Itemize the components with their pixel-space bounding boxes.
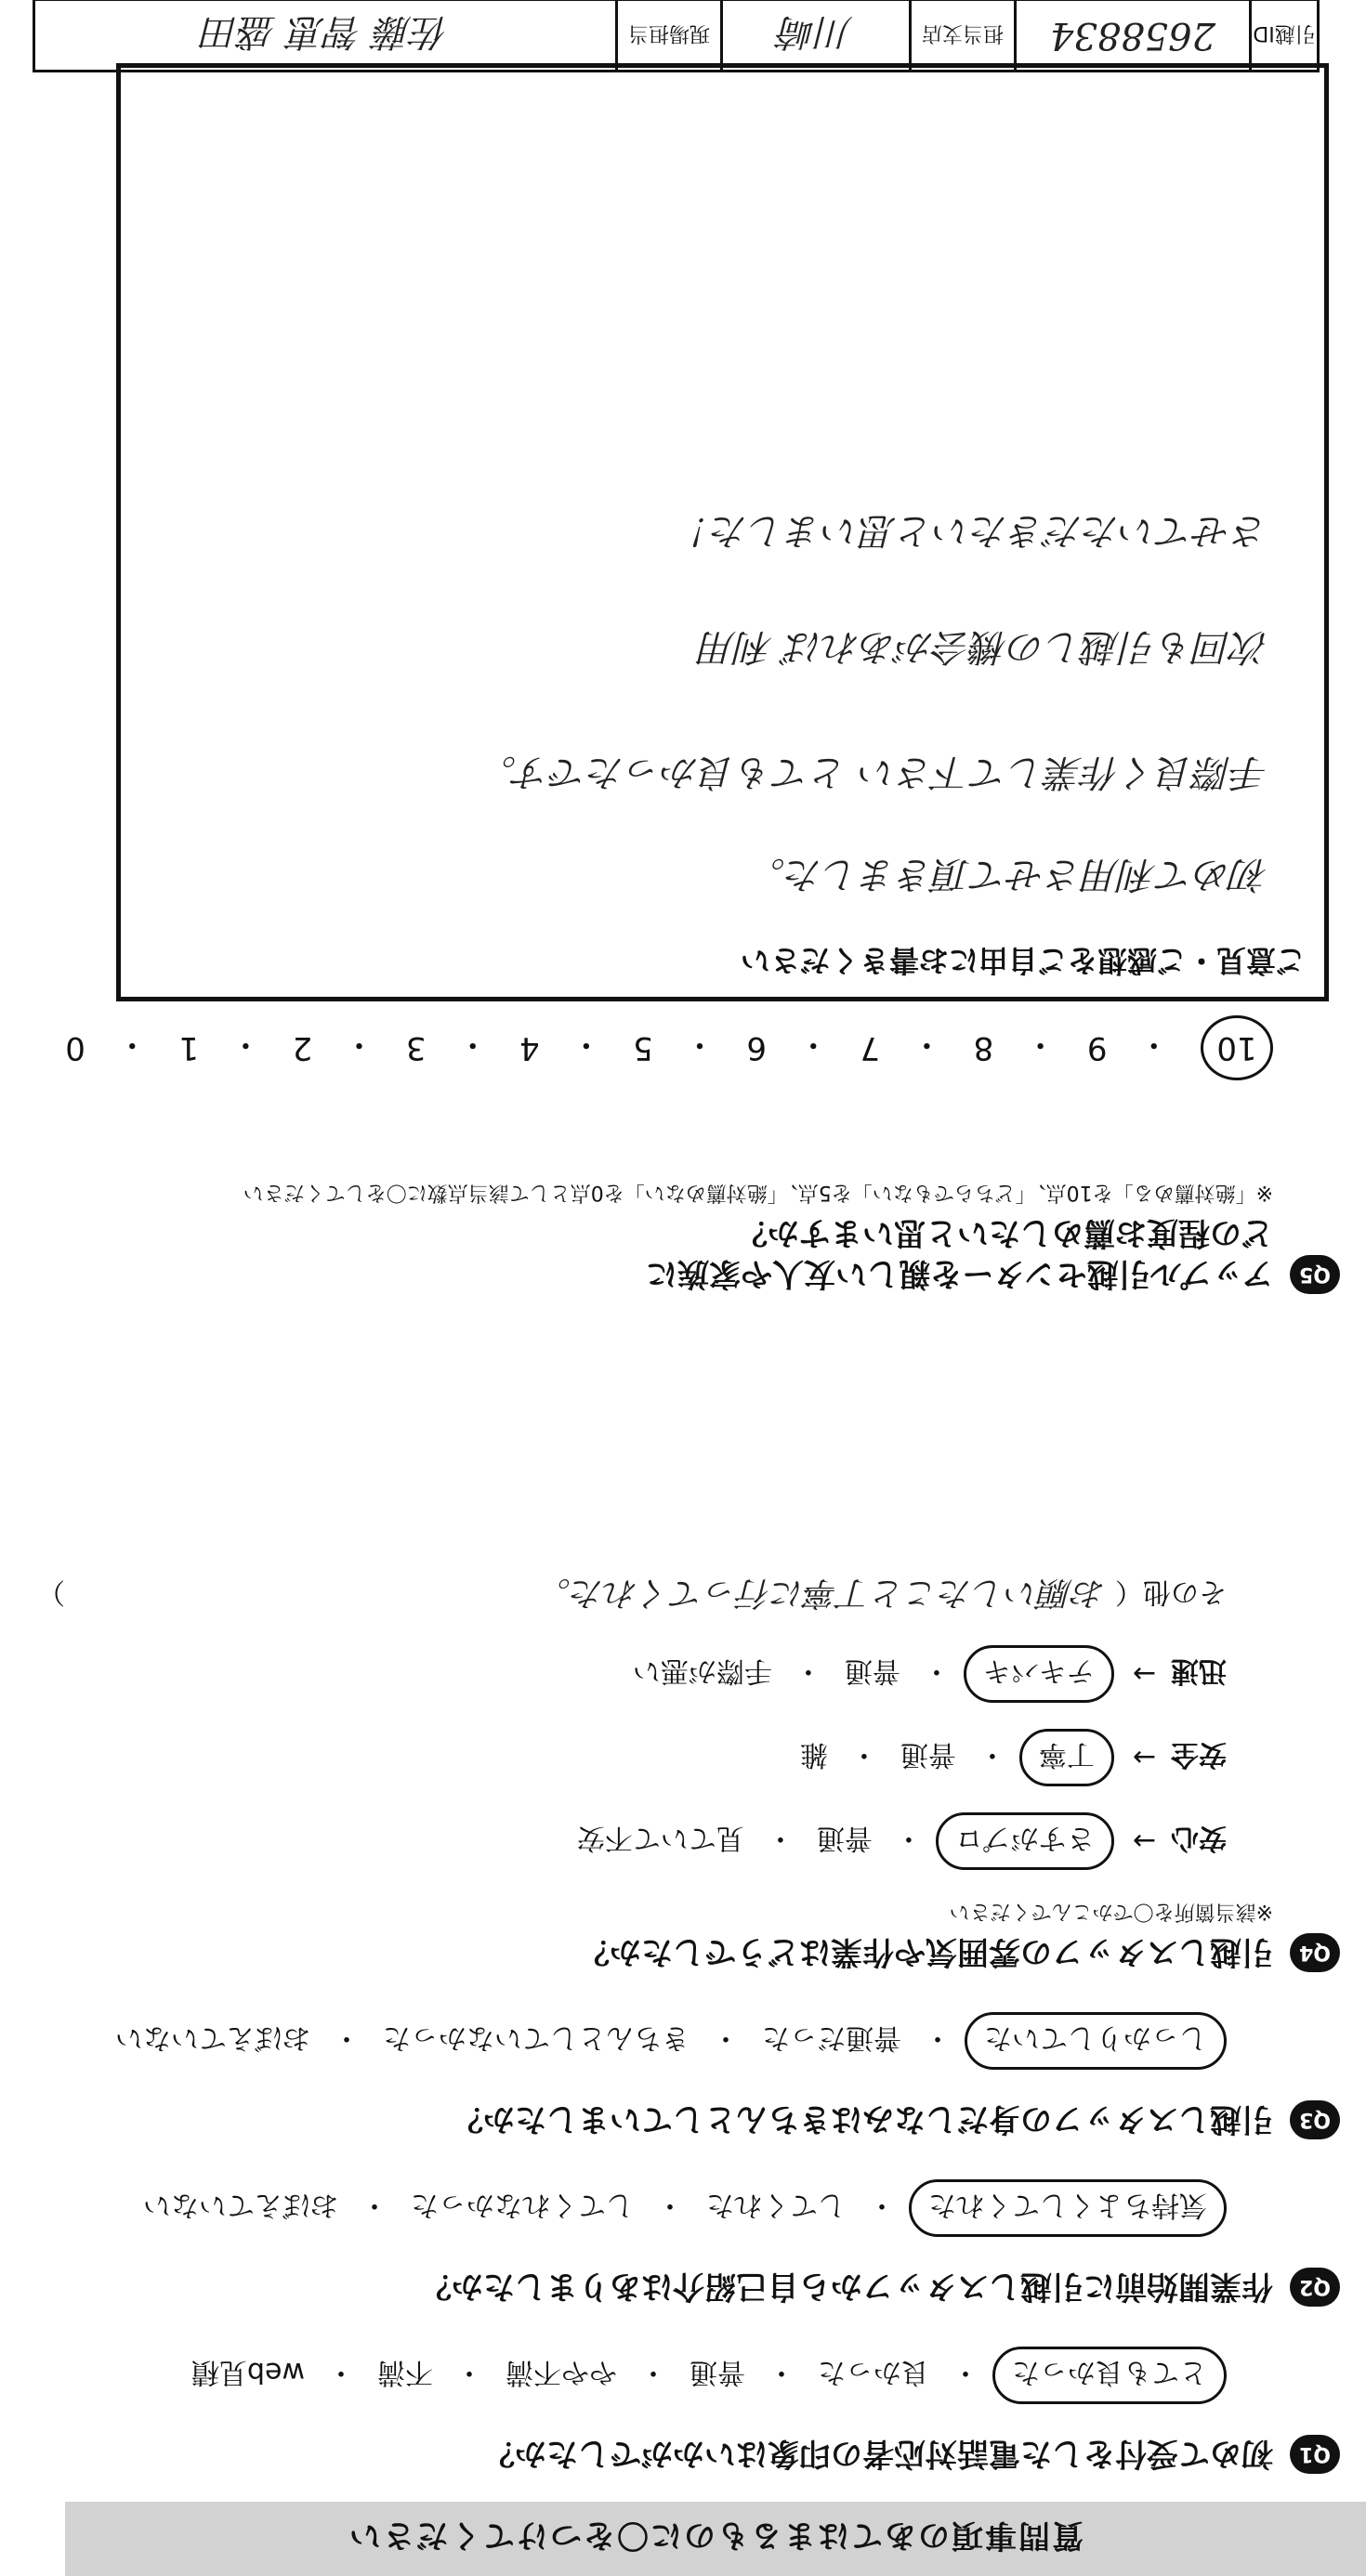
branch-value[interactable]: 川崎	[720, 1, 909, 70]
q4-row-2-option-3[interactable]: 雑	[799, 1738, 828, 1771]
question-5	[243, 1180, 1340, 1294]
q4-text: 引越しスタッフの雰囲気や作業はどうでしたか？	[578, 1933, 1273, 1970]
q2-option-4[interactable]: おぼえていない	[143, 2189, 338, 2221]
q5-badge: Q5	[1290, 1255, 1340, 1294]
q2-badge: Q2	[1290, 2268, 1340, 2307]
q3-option-4[interactable]: おぼえていない	[115, 2021, 310, 2054]
comment-line-2: 手際良く作業して下さい とても良かったです。	[479, 751, 1268, 793]
q5-score-6[interactable]: 6	[746, 1029, 767, 1066]
q2-options: 気持ちよくしてくれた ・ してくれた ・ してくれなかった ・ おぼえていない	[134, 2179, 1227, 2237]
q3-badge: Q3	[1290, 2100, 1340, 2139]
q1-text: 初めて受付をした電話対応者の印象はいかがでしたか？	[483, 2435, 1273, 2472]
q4-row-2-label: 安全	[1171, 1738, 1227, 1771]
q5-score-1[interactable]: 1	[178, 1029, 200, 1066]
q4-row-3-option-2[interactable]: 普通	[844, 1654, 900, 1687]
q5-score-7[interactable]: 7	[860, 1029, 881, 1066]
q5-score-8[interactable]: 8	[973, 1029, 994, 1066]
q4-row-2-option-1[interactable]: 丁寧	[1019, 1729, 1114, 1786]
q4-row-1-option-1[interactable]: さすがプロ	[936, 1812, 1114, 1870]
q5-score-5[interactable]: 5	[633, 1029, 653, 1066]
q4-row-1: 安心 → さすがプロ ・ 普通 ・ 見ていて不安	[568, 1812, 1227, 1870]
q3-option-1[interactable]: しっかりしていた	[965, 2012, 1227, 2070]
q4-row-1-option-3[interactable]: 見ていて不安	[576, 1822, 744, 1854]
q4-badge: Q4	[1290, 1933, 1340, 1972]
comment-line-3: 次回も引越しの機会があれば 利用	[699, 625, 1268, 668]
q4-note: ※該当箇所を〇でかこんでください	[949, 1900, 1273, 1923]
q1-option-6[interactable]: web見積	[190, 2356, 305, 2388]
q4-other	[37, 1572, 1227, 1619]
q5-score-3[interactable]: 3	[405, 1029, 427, 1066]
q5-score-4[interactable]: 4	[519, 1029, 540, 1066]
instruction-band	[65, 2502, 1366, 2576]
q5-score-9[interactable]: 9	[1086, 1029, 1108, 1066]
q1-option-2[interactable]: 良かった	[818, 2356, 929, 2388]
q4-row-2-option-2[interactable]: 普通	[900, 1738, 956, 1771]
q3-options: しっかりしていた ・ 普通だった ・ きちんとしていなかった ・ おぼえていない	[106, 2012, 1227, 2070]
q3-option-3[interactable]: きちんとしていなかった	[383, 2021, 690, 2054]
q2-text: 作業開始前に引越しスタッフから自己紹介はありましたか？	[420, 2268, 1273, 2305]
q5-note: ※「絶対薦める」を10点、「どちらでもない」を5点、「絶対薦めない」を0点として該当点数に〇をしてください	[243, 1181, 1273, 1204]
q3-text: 引越しスタッフの身だしなみはきちんとしていましたか？	[452, 2100, 1273, 2138]
q4-row-1-option-2[interactable]: 普通	[816, 1822, 873, 1854]
comment-box[interactable]	[116, 63, 1329, 1001]
staff-label: 現場担当	[615, 1, 720, 70]
comment-title: ご意見・ご感想をご自由にお書きください	[740, 943, 1306, 978]
comment-line-1: 初めて利用させて頂きました。	[748, 853, 1268, 896]
question-3	[452, 2099, 1340, 2139]
q1-option-4[interactable]: やや不満	[506, 2356, 617, 2388]
q1-option-1[interactable]: とても良かった	[992, 2347, 1227, 2404]
q1-options: とても良かった ・ 良かった ・ 普通 ・ やや不満 ・ 不満 ・ web見積	[182, 2347, 1227, 2404]
q4-row-2: 安全 → 丁寧 ・ 普通 ・ 雑	[791, 1729, 1227, 1786]
q5-score-10[interactable]: 10	[1201, 1015, 1273, 1080]
question-4	[578, 1899, 1340, 1972]
q5-score-2[interactable]: 2	[292, 1029, 313, 1066]
q4-row-3-option-1[interactable]: テキパキ	[964, 1645, 1114, 1703]
q4-other-text[interactable]: お願いしたこと丁寧に行ってくれた。	[536, 1574, 1106, 1612]
q1-option-3[interactable]: 普通	[690, 2356, 745, 2388]
q4-row-1-label: 安心	[1171, 1822, 1227, 1854]
q4-other-close: ）	[37, 1576, 65, 1609]
q2-option-3[interactable]: してくれなかった	[411, 2189, 634, 2221]
q5-text-line1: アップル引越センターを親しい友人や家族に	[646, 1255, 1273, 1292]
q1-badge: Q1	[1290, 2435, 1340, 2474]
id-value[interactable]: 2658834	[1014, 1, 1249, 70]
branch-label: 担当支店	[909, 1, 1014, 70]
header-table	[33, 0, 1320, 72]
question-2	[420, 2266, 1340, 2307]
q5-text-line2: どの程度お薦めしたいと思いますか？	[736, 1214, 1273, 1251]
question-1	[483, 2433, 1340, 2474]
q4-row-3-option-3[interactable]: 手際が悪い	[632, 1654, 772, 1687]
q3-option-2[interactable]: 普通だった	[762, 2021, 901, 2054]
instruction-text: 質問事項のあてはまるものに〇をつけてください	[348, 2517, 1084, 2555]
q2-option-2[interactable]: してくれた	[706, 2189, 846, 2221]
q1-option-5[interactable]: 不満	[377, 2356, 433, 2388]
comment-line-4: させていただきたいと思いました！	[674, 509, 1268, 552]
q5-score-0[interactable]: 0	[65, 1029, 85, 1066]
id-label: 引越ID	[1249, 1, 1317, 70]
staff-value[interactable]: 佐藤 智恵 盛田	[202, 10, 449, 54]
q2-option-1[interactable]: 気持ちよくしてくれた	[909, 2179, 1227, 2237]
q4-row-3: 迅速 → テキパキ ・ 普通 ・ 手際が悪い	[624, 1645, 1227, 1703]
q4-row-3-label: 迅速	[1171, 1654, 1227, 1687]
q4-other-label: その他（	[1115, 1576, 1227, 1609]
q5-scale: 10 ・ 9 ・ 8 ・ 7 ・ 6 ・ 5 ・ 4 ・ 3 ・ 2 ・ 1 ・ 0	[65, 1015, 1273, 1080]
